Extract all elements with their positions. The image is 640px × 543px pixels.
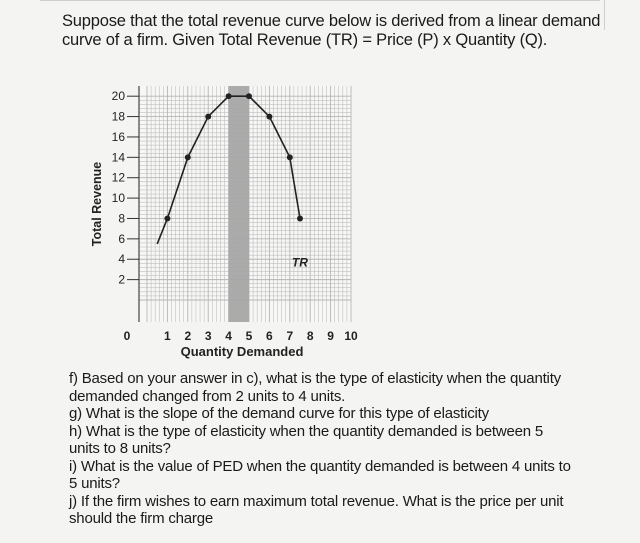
x-tick-label: 10 <box>344 329 358 343</box>
question-f-line-2: demanded changed from 2 units to 4 units. <box>69 387 346 405</box>
tr-curve-label: TR <box>291 255 308 270</box>
y-tick-label: 6 <box>118 231 125 246</box>
x-tick-label: 6 <box>266 329 273 343</box>
y-tick-label: 20 <box>111 89 125 104</box>
question-i-line-1: i) What is the value of PED when the quantity demanded is between 4 units to <box>69 457 571 475</box>
tr-point <box>266 114 272 120</box>
question-f-line-1: f) Based on your answer in c), what is the type of elasticity when the quantity <box>69 370 561 387</box>
questions-block <box>69 370 629 528</box>
y-tick-label: 18 <box>111 109 125 124</box>
origin-label: 0 <box>123 329 131 343</box>
y-tick-label: 2 <box>118 272 125 287</box>
x-tick-label: 1 <box>164 329 171 343</box>
tr-point <box>164 215 170 221</box>
tr-point <box>246 93 252 99</box>
question-g: g) What is the slope of the demand curve for this type of elasticity <box>69 405 489 422</box>
intro-line-1: Suppose that the total revenue curve below is derived from a linear demand <box>62 12 601 30</box>
x-tick-label: 4 <box>225 329 232 343</box>
y-tick-label: 10 <box>111 191 125 206</box>
x-tick-label: 5 <box>245 329 253 343</box>
x-tick-label: 9 <box>327 329 334 343</box>
question-i-line-2: 5 units? <box>69 475 120 492</box>
y-tick-label: 12 <box>111 170 125 185</box>
x-tick-label: 7 <box>286 329 294 343</box>
y-tick-label: 8 <box>118 211 125 226</box>
tr-point <box>226 93 232 99</box>
question-j-line-2: should the firm charge <box>69 510 214 527</box>
highlight-band <box>229 86 249 322</box>
y-axis-title: Total Revenue <box>90 161 104 247</box>
tr-point <box>205 114 211 120</box>
x-axis-title: Quantity Demanded <box>180 344 304 359</box>
question-h-line-2: units to 8 units? <box>69 440 171 457</box>
x-tick-label: 2 <box>184 329 192 343</box>
x-tick-label: 3 <box>204 329 212 343</box>
y-tick-label: 4 <box>118 252 125 267</box>
question-h-line-1: h) What is the type of elasticity when the quantity demanded is between 5 <box>69 422 544 440</box>
x-tick-label: 8 <box>306 329 314 343</box>
y-tick-label: 14 <box>111 150 125 165</box>
y-tick-label: 16 <box>111 129 125 144</box>
tr-point <box>297 215 303 221</box>
tr-point <box>287 154 293 160</box>
tr-point <box>185 154 191 160</box>
question-j-line-1: j) If the firm wishes to earn maximum total revenue. What is the price per unit <box>69 492 564 510</box>
intro-line-2: curve of a firm. Given Total Revenue (TR) = Price (P) x Quantity (Q). <box>62 31 548 49</box>
